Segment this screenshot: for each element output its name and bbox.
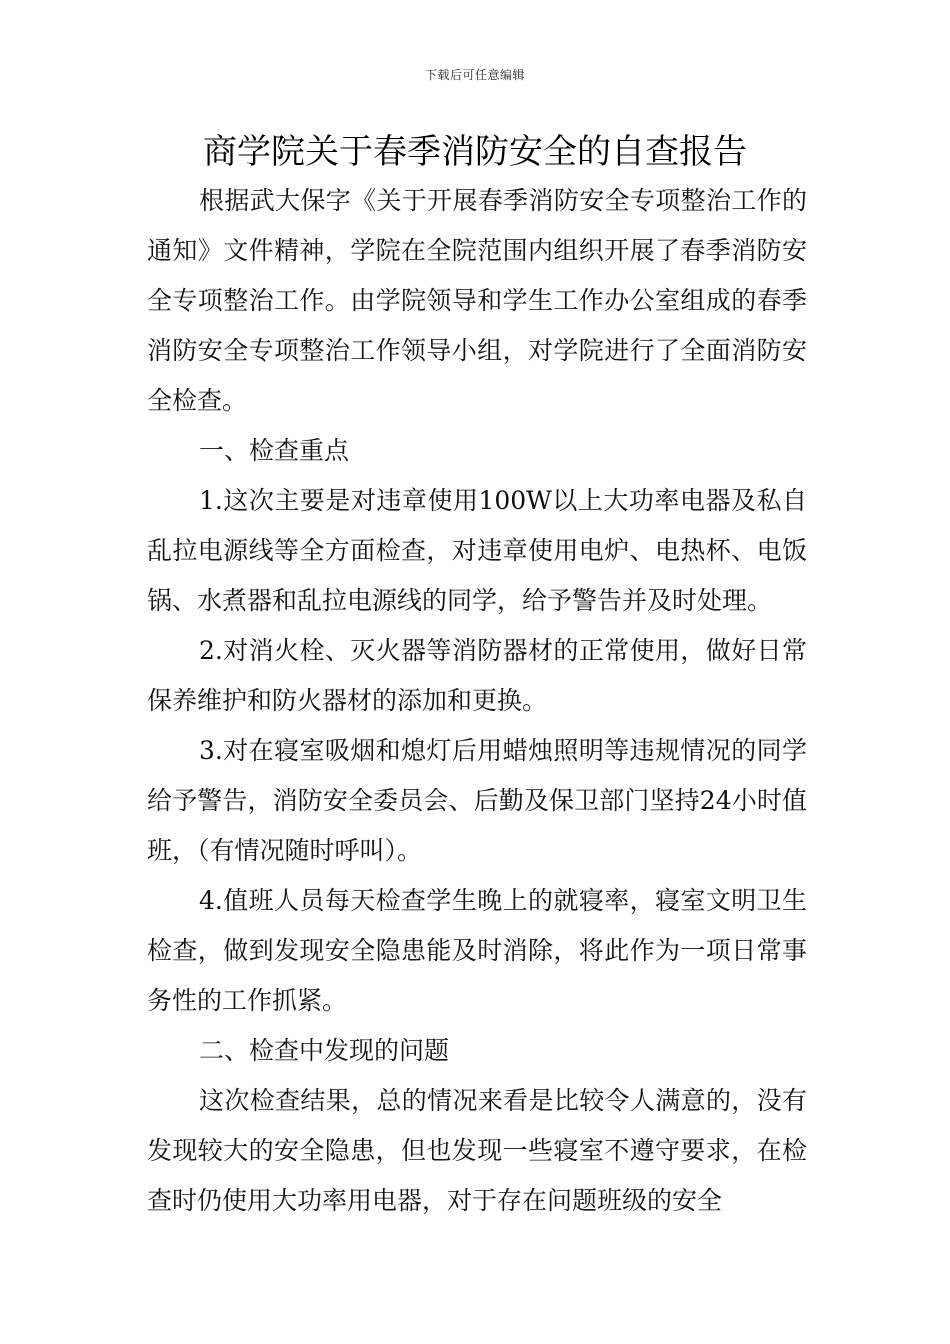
paragraph-item-3: 3.对在寝室吸烟和熄灯后用蜡烛照明等违规情况的同学给予警告，消防安全委员会、后勤及保卫部门坚持24小时值班，（有情况随时呼叫）。 xyxy=(147,736,807,865)
document-body xyxy=(147,176,807,1226)
paragraph-intro: 根据武大保字《关于开展春季消防安全专项整治工作的通知》文件精神，学院在全院范围内组织开展了春季消防安全专项整治工作。由学院领导和学生工作办公室组成的春季消防安全专项整治工作领导小组，对学院进行了全面消防安全检查。 xyxy=(147,186,807,415)
section-heading-problems-found: 二、检查中发现的问题 xyxy=(199,1036,450,1065)
paragraph-item-1: 1.这次主要是对违章使用100W以上大功率电器及私自乱拉电源线等全方面检查，对违章使用电炉、电热杯、电饭锅、水煮器和乱拉电源线的同学，给予警告并及时处理。 xyxy=(147,486,807,615)
header-note: 下载后可任意编辑 xyxy=(424,68,525,82)
section-heading-inspection-focus: 一、检查重点 xyxy=(199,436,350,465)
paragraph-results: 这次检查结果，总的情况来看是比较令人满意的，没有发现较大的安全隐患，但也发现一些寝室不遵守要求，在检查时仍使用大功率用电器，对于存在问题班级的安全 xyxy=(147,1086,807,1215)
page-title: 商学院关于春季消防安全的自查报告 xyxy=(203,132,747,172)
paragraph-item-2: 2.对消火栓、灭火器等消防器材的正常使用，做好日常保养维护和防火器材的添加和更换。 xyxy=(147,636,807,715)
paragraph-item-4: 4.值班人员每天检查学生晚上的就寝率，寝室文明卫生检查，做到发现安全隐患能及时消除，将此作为一项日常事务性的工作抓紧。 xyxy=(147,886,807,1015)
